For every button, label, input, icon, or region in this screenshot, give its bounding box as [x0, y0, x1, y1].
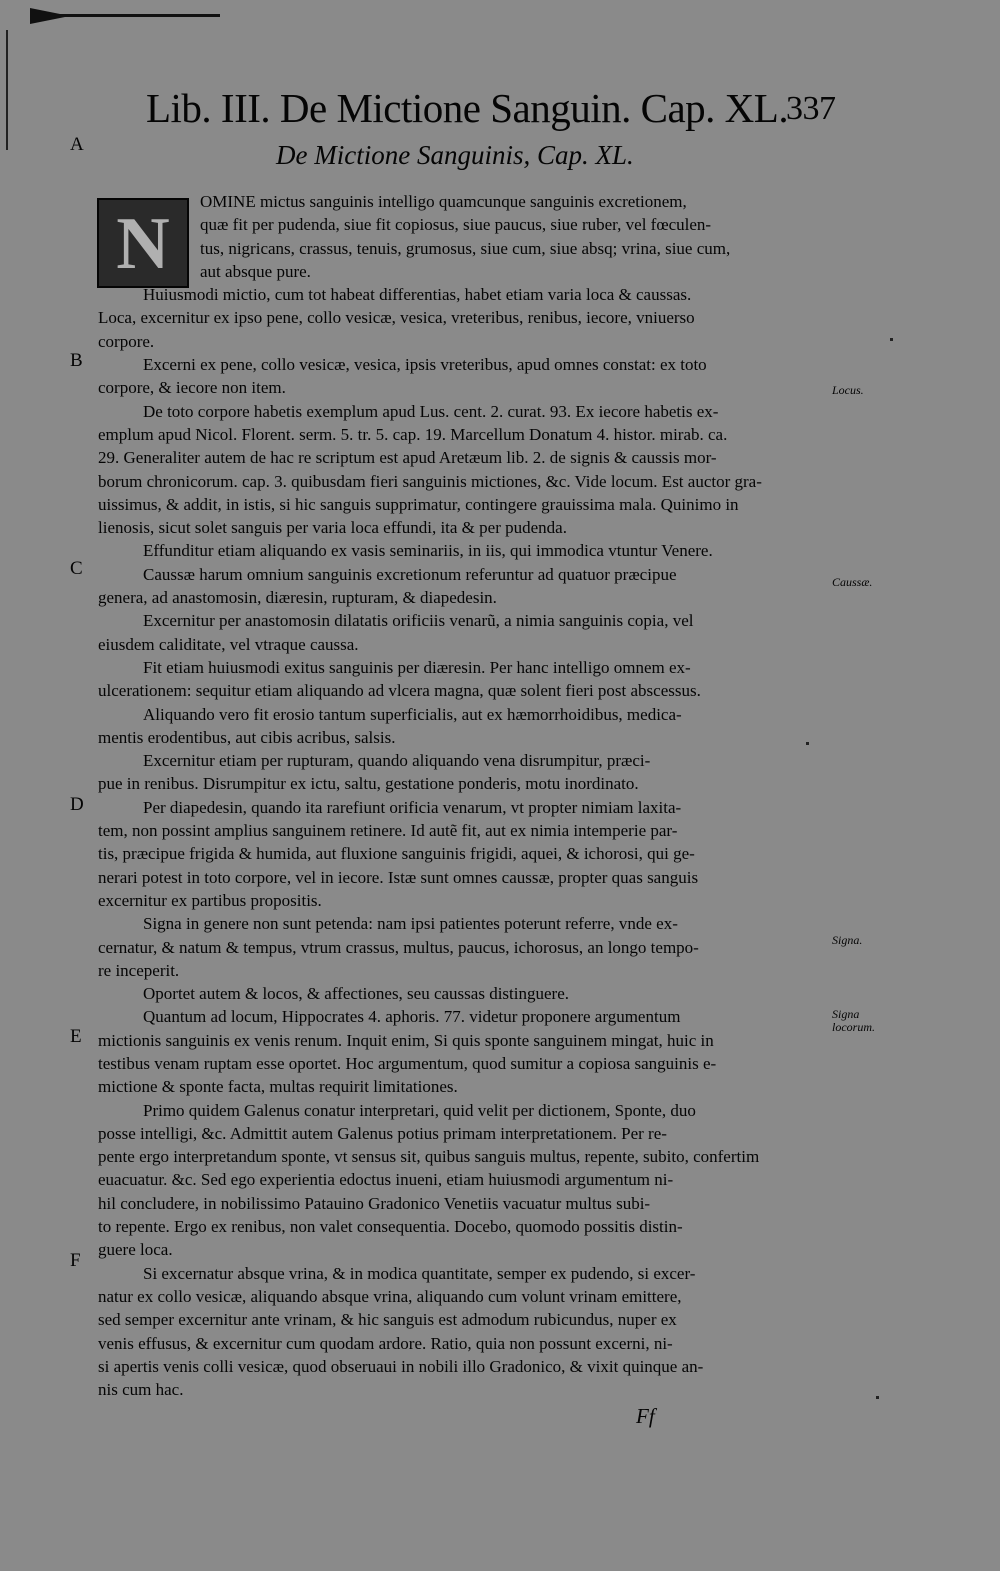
text-line: Excerni ex pene, collo vesicæ, vesica, ipsis vreteribus, apud omnes constat: ex toto — [143, 355, 707, 375]
scan-speck — [890, 338, 893, 341]
text-line: mictione & sponte facta, multas requirit limitationes. — [98, 1077, 458, 1097]
text-line: Oportet autem & locos, & affectiones, seu caussas distinguere. — [143, 984, 569, 1004]
text-line: cernatur, & natum & tempus, vtrum crassus, multus, paucus, ichorosus, an longo tempo- — [98, 937, 699, 957]
margin-letter-a: A — [70, 134, 84, 155]
text-line: Excernitur per anastomosin dilatatis orificiis venarũ, a nimia sanguinis copia, vel — [143, 611, 694, 631]
margin-letter-d: D — [70, 794, 84, 815]
text-line: nis cum hac. — [98, 1380, 184, 1400]
catchword: Ff — [636, 1404, 655, 1428]
text-line: corpore, & iecore non item. — [98, 378, 286, 398]
text-line: posse intelligi, &c. Admittit autem Galenus potius primam interpretationem. Per re- — [98, 1123, 667, 1143]
text-line: pue in renibus. Disrumpitur ex ictu, saltu, gestatione ponderis, motu inordinato. — [98, 774, 639, 794]
text-line: 29. Generaliter autem de hac re scriptum est apud Aretæum lib. 2. de signis & caussis mor- — [98, 448, 717, 468]
text-line: tis, præcipue frigida & humida, aut fluxione sanguinis frigidi, aquei, & ichorosi, qui ge- — [98, 844, 695, 864]
running-head — [146, 84, 836, 132]
side-note-locus: Locus. — [832, 383, 864, 397]
scan-mark-line — [30, 14, 220, 17]
text-line: re inceperit. — [98, 960, 180, 980]
margin-letter-f: F — [70, 1250, 81, 1271]
text-line: Si excernatur absque vrina, & in modica quantitate, semper ex pudendo, si excer- — [143, 1263, 696, 1283]
text-line: hil concludere, in nobilissimo Patauino Gradonico Venetiis vacuatur multus subi- — [98, 1193, 651, 1213]
text-line: Excernitur etiam per rupturam, quando aliquando vena disrumpitur, præci- — [143, 751, 651, 771]
text-line: tus, nigricans, crassus, tenuis, grumosus, siue cum, siue absq; vrina, siue cum, — [200, 238, 731, 258]
page-number: 337 — [786, 90, 836, 127]
scan-speck — [876, 1396, 879, 1399]
text-line: mictionis sanguinis ex venis renum. Inquit enim, Si quis sponte sanguinem mingat, huic in — [98, 1030, 714, 1050]
text-line: OMINE mictus sanguinis intelligo quamcunque sanguinis excretionem, — [200, 192, 687, 211]
decorated-initial-letter: N — [116, 203, 170, 285]
text-line: uissimus, & addit, in istis, si hic sanguis supprimatur, contingere grauissima mala. Quinimo in — [98, 494, 739, 514]
text-line: Quantum ad locum, Hippocrates 4. aphoris. 77. videtur proponere argumentum — [143, 1007, 681, 1027]
margin-letter-e: E — [70, 1026, 82, 1047]
text-line: venis effusus, & excernitur cum quodam ardore. Ratio, quia non possunt excerni, ni- — [98, 1333, 673, 1353]
chapter-title: De Mictione Sanguinis, Cap. XL. — [276, 140, 634, 170]
text-line: Huiusmodi mictio, cum tot habeat differentias, habet etiam varia loca & caussas. — [143, 285, 692, 305]
text-line: Fit etiam huiusmodi exitus sanguinis per diæresin. Per hanc intelligo omnem ex- — [143, 657, 691, 677]
body-text — [98, 190, 830, 1401]
text-line: eiusdem caliditate, vel vtraque caussa. — [98, 634, 359, 654]
side-note-signa-locorum: Signa locorum. — [832, 1007, 875, 1034]
text-line: mentis erodentibus, aut cibis acribus, salsis. — [98, 727, 396, 747]
text-line: natur ex collo vesicæ, aliquando absque vrina, aliquando cum volunt vrinam emittere, — [98, 1286, 682, 1306]
scan-speck — [806, 742, 809, 745]
text-line: excernitur ex partibus propositis. — [98, 890, 322, 910]
text-line: si apertis venis colli vesicæ, quod obseruaui in nobili illo Gradonico, & vixit quinque an- — [98, 1356, 704, 1376]
text-line: borum chronicorum. cap. 3. quibusdam fieri sanguinis mictiones, &c. Vide locum. Est auctor gra- — [98, 471, 762, 491]
side-note-signa: Signa. — [832, 933, 863, 947]
text-line: genera, ad anastomosin, diæresin, rupturam, & diapedesin. — [98, 588, 497, 608]
text-line: Per diapedesin, quando ita rarefiunt orificia venarum, vt propter nimiam laxita- — [143, 797, 682, 817]
text-line: Effunditur etiam aliquando ex vasis seminariis, in iis, qui immodica vtuntur Venere. — [143, 541, 713, 561]
text-line: De toto corpore habetis exemplum apud Lus. cent. 2. curat. 93. Ex iecore habetis ex- — [143, 401, 719, 421]
text-line: Loca, excernitur ex ipso pene, collo vesicæ, vesica, vreteribus, renibus, iecore, vniuerso — [98, 308, 695, 328]
text-line: pente ergo interpretandum sponte, vt sensus sit, quibus sanguis multus, repente, subito, confertim — [98, 1147, 760, 1167]
text-line: Aliquando vero fit erosio tantum superficialis, aut ex hæmorrhoidibus, medica- — [143, 704, 682, 724]
text-line: Caussæ harum omnium sanguinis excretionum referuntur ad quatuor præcipue — [143, 564, 677, 584]
running-head-text: Lib. III. De Mictione Sanguin. Cap. XL. — [146, 85, 789, 131]
text-line: sed semper excernitur ante vrinam, & hic sanguis est admodum rubicundus, nuper ex — [98, 1310, 677, 1330]
text-line: Signa in genere non sunt petenda: nam ipsi patientes poterunt referre, vnde ex- — [143, 914, 678, 934]
text-line: euacuatur. &c. Sed ego experientia edoctus inueni, etiam huiusmodi argumentum ni- — [98, 1170, 674, 1190]
text-line: to repente. Ergo ex renibus, non valet consequentia. Docebo, quomodo possitis distin- — [98, 1217, 683, 1237]
margin-letter-b: B — [70, 350, 83, 371]
scan-left-edge — [6, 30, 8, 150]
text-line: quæ fit per pudenda, siue fit copiosus, siue paucus, siue ruber, vel fœculen- — [200, 215, 712, 235]
text-line: aut absque pure. — [200, 261, 311, 281]
text-line: tem, non possint amplius sanguinem retinere. Id autẽ fit, aut ex nimia intemperie par- — [98, 821, 678, 841]
margin-letter-c: C — [70, 558, 83, 579]
text-line: guere loca. — [98, 1240, 173, 1260]
text-line: emplum apud Nicol. Florent. serm. 5. tr. 5. cap. 19. Marcellum Donatum 4. histor. mirab. ca. — [98, 424, 728, 444]
text-line: testibus venam ruptam esse oportet. Hoc argumentum, quod sumitur a copiosa sanguinis e- — [98, 1053, 717, 1073]
text-line: corpore. — [98, 331, 155, 351]
text-line: Primo quidem Galenus conatur interpretari, quid velit per dictionem, Sponte, duo — [143, 1100, 696, 1120]
text-line: ulcerationem: sequitur etiam aliquando ad vlcera magna, quæ solent fieri post abscessus. — [98, 681, 701, 701]
text-line: lienosis, sicut solet sanguis per varia loca effundi, ita & per pudenda. — [98, 518, 567, 538]
text-line: nerari potest in toto corpore, vel in iecore. Istæ sunt omnes caussæ, propter quas sanguis — [98, 867, 699, 887]
side-note-caussae: Caussæ. — [832, 575, 873, 589]
